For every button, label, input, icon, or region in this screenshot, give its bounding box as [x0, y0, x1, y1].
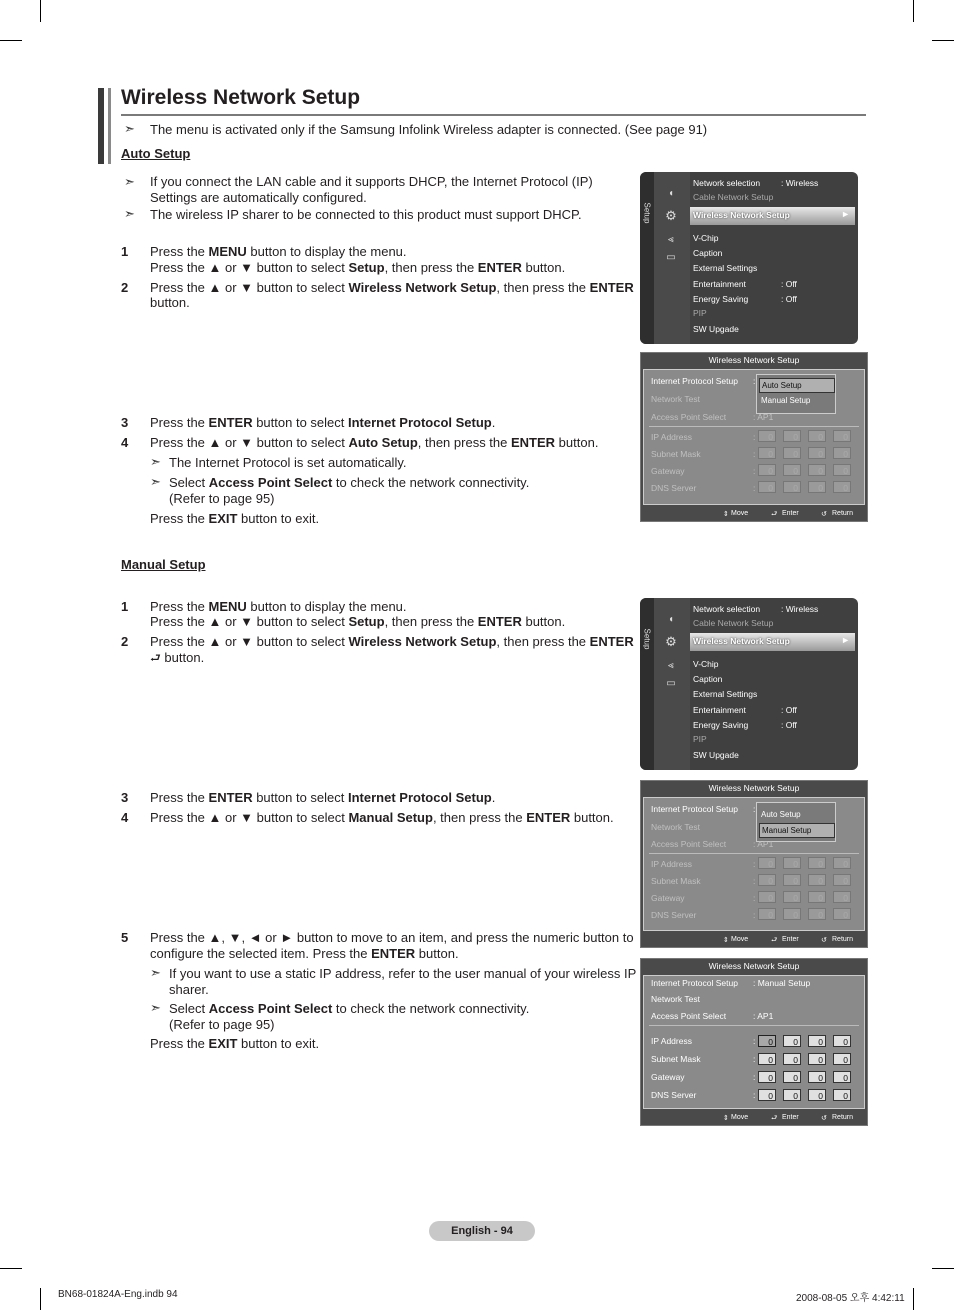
auto-note-ap-select: Select Access Point Select to check the network connectivity. [169, 475, 530, 490]
menu-item-value: : Wireless [781, 178, 819, 188]
manual-exit: Press the EXIT button to exit. [150, 1036, 320, 1051]
ip-octet: 0 [783, 891, 801, 903]
input-icon: ⪡ [668, 234, 674, 245]
panel-item: Subnet Mask [651, 876, 701, 886]
arrowhead-icon: ➣ [124, 174, 135, 189]
page-number-pill: English - 94 [429, 1221, 535, 1241]
auto-note-ref: (Refer to page 95) [169, 491, 275, 506]
ip-octet: 0 [833, 874, 851, 886]
crop-mark [40, 0, 41, 22]
step-number: 2 [121, 634, 129, 649]
menu-item-highlighted[interactable]: Wireless Network Setup ► [690, 207, 855, 225]
panel-item-value: : Manual Setup [753, 978, 811, 988]
menu-item-value: : Off [781, 294, 797, 304]
arrowhead-icon: ➣ [150, 965, 161, 980]
step-number: 5 [121, 930, 129, 945]
menu-item[interactable]: Caption [693, 674, 723, 684]
panel-footer: ⇕ Move ⮐ Enter ↺ Return [641, 507, 867, 521]
manual-step4: Press the ▲ or ▼ button to select Manual Setup, then press the ENTER button. [150, 810, 614, 825]
option-auto-setup[interactable]: Auto Setup [761, 810, 801, 819]
ip-octet: 0 [833, 464, 851, 476]
panel-footer: ⇕ Move ⮐ Enter ↺ Return [641, 933, 867, 947]
crop-mark [913, 1288, 914, 1310]
title-accent-bar [98, 88, 104, 164]
ip-octet: 0 [833, 447, 851, 459]
wireless-panel-auto-popup: Wireless Network Setup Internet Protocol Setup : Auto Setup Manual Setup Network Test Access Point Select : AP1 IP Address : 0 0 0 0 Subnet Mask : 0 0 0 0 Gateway : 0 0 0 0 DNS Server : 0 0 0 0 ⇕ Move ⮐ Enter ↺ Return [640, 352, 868, 522]
footer-file-info: BN68-01824A-Eng.indb 94 [58, 1289, 178, 1300]
menu-item[interactable]: SW Upgade [693, 750, 739, 760]
menu-item[interactable]: Caption [693, 248, 723, 258]
step-number: 4 [121, 810, 129, 825]
panel-item: Gateway [651, 466, 685, 476]
return-icon: ↺ [821, 511, 827, 518]
enter-icon: ⮐ [771, 937, 778, 944]
picture-icon: ◖ [667, 188, 675, 199]
ip-octet: 0 [758, 464, 776, 476]
menu-item[interactable]: V-Chip [693, 659, 719, 669]
ip-octet: 0 [758, 908, 776, 920]
step-number: 4 [121, 435, 129, 450]
ip-octet-input[interactable]: 0 [833, 1035, 851, 1047]
ip-octet: 0 [758, 447, 776, 459]
ip-octet-input[interactable]: 0 [758, 1089, 776, 1101]
setup-menu-screenshot [640, 172, 858, 344]
setup-side-label: Setup [642, 628, 652, 650]
menu-item[interactable]: PIP [693, 734, 707, 744]
arrowhead-icon: ➣ [150, 474, 161, 489]
wireless-panel-manual-popup: Wireless Network Setup Internet Protocol Setup : Auto Setup Manual Setup Network Test Access Point Select : AP1 IP Address : 0 0 0 0 Subnet Mask : 0 0 0 0 Gateway : 0 0 0 0 DNS Server : 0 0 0 0 ⇕ Move ⮐ Enter ↺ Return [640, 780, 868, 948]
ip-octet: 0 [808, 481, 826, 493]
ip-octet: 0 [833, 857, 851, 869]
panel-item[interactable]: Network Test [651, 394, 700, 404]
menu-item[interactable]: External Settings [693, 263, 758, 273]
menu-item-value: : Wireless [781, 604, 819, 614]
gear-icon: ⚙ [665, 208, 677, 223]
panel-item[interactable]: Internet Protocol Setup [651, 376, 738, 386]
ip-setup-popup [756, 802, 836, 842]
manual-step1-line2: Press the ▲ or ▼ button to select Setup, then press the ENTER button. [150, 614, 566, 629]
arrow-right-icon: ► [841, 635, 850, 645]
panel-item[interactable]: Network Test [651, 994, 700, 1004]
picture-icon: ◖ [667, 614, 675, 625]
ip-octet: 0 [833, 430, 851, 442]
menu-item-value: : Off [781, 705, 797, 715]
ip-octet-input[interactable]: 0 [808, 1089, 826, 1101]
step-number: 1 [121, 599, 129, 614]
ip-octet: 0 [808, 908, 826, 920]
title-accent-bar [108, 88, 111, 164]
menu-item[interactable]: Network selection [693, 178, 761, 188]
manual-step2-line2: ⮐ button. [150, 650, 205, 665]
step-number: 2 [121, 280, 129, 295]
move-icon: ⇕ [723, 937, 729, 944]
ip-octet: 0 [783, 908, 801, 920]
ip-octet: 0 [808, 447, 826, 459]
manual-note-ap-select: Select Access Point Select to check the network connectivity. [169, 1001, 530, 1016]
ip-octet: 0 [758, 891, 776, 903]
ip-octet: 0 [808, 857, 826, 869]
menu-item[interactable]: External Settings [693, 689, 758, 699]
manual-step2-line1: Press the ▲ or ▼ button to select Wireless Network Setup, then press the ENTER [150, 634, 634, 649]
setup-menu-screenshot [640, 598, 858, 770]
ip-octet: 0 [758, 430, 776, 442]
wireless-panel-manual-entry: Wireless Network Setup Internet Protocol Setup : Manual Setup Network Test Access Point Select : AP1 IP Address : 0 0 0 0 Subnet Mask : 0 0 0 0 Gateway : 0 0 0 0 DNS Server : 0 0 0 0 ⇕ Move ⮐ Enter ↺ Return [640, 958, 868, 1126]
intro-note: The menu is activated only if the Samsung Infolink Wireless adapter is connected. (See page 91) [150, 122, 708, 137]
title-rule [121, 114, 866, 116]
manual-note-static-ip: If you want to use a static IP address, refer to the user manual of your wireless IP sharer. [169, 966, 637, 997]
ip-octet-input[interactable]: 0 [783, 1035, 801, 1047]
ip-octet: 0 [833, 908, 851, 920]
panel-title: Wireless Network Setup [708, 783, 800, 793]
ip-octet: 0 [808, 891, 826, 903]
manual-step5-line2: configure the selected item. Press the ENTER button. [150, 946, 459, 961]
panel-item: Subnet Mask [651, 1054, 701, 1064]
ip-octet-input[interactable]: 0 [833, 1053, 851, 1065]
crop-mark [932, 1268, 954, 1269]
arrowhead-icon: ➣ [124, 206, 135, 221]
ip-octet-input[interactable]: 0 [783, 1071, 801, 1083]
auto-setup-heading: Auto Setup [121, 146, 191, 161]
page-title: Wireless Network Setup [121, 86, 361, 109]
ip-setup-popup [756, 374, 836, 414]
arrowhead-icon: ➣ [150, 1000, 161, 1015]
auto-note-dhcp: If you connect the LAN cable and it supports DHCP, the Internet Protocol (IP) Settings are automatically configured. [150, 174, 593, 205]
panel-item[interactable]: Network Test [651, 822, 700, 832]
auto-step1-line1: Press the MENU button to display the menu. [150, 244, 407, 259]
panel-item[interactable]: Internet Protocol Setup [651, 804, 738, 814]
panel-item: DNS Server [651, 910, 697, 920]
auto-exit: Press the EXIT button to exit. [150, 511, 320, 526]
ip-octet: 0 [783, 430, 801, 442]
input-icon: ⪡ [668, 660, 674, 671]
panel-footer: ⇕ Move ⮐ Enter ↺ Return [641, 1111, 867, 1125]
auto-note-sharer: The wireless IP sharer to be connected to this product must support DHCP. [150, 207, 582, 222]
menu-item[interactable]: SW Upgade [693, 324, 739, 334]
option-auto-setup[interactable]: Auto Setup [759, 378, 835, 393]
enter-icon: ⮐ [150, 651, 161, 665]
panel-item: IP Address [651, 1036, 692, 1046]
ip-octet-input[interactable]: 0 [808, 1071, 826, 1083]
manual-step3: Press the ENTER button to select Internet Protocol Setup. [150, 790, 496, 805]
auto-step4: Press the ▲ or ▼ button to select Auto Setup, then press the ENTER button. [150, 435, 599, 450]
menu-item[interactable]: Entertainment [693, 705, 746, 715]
menu-item[interactable]: Energy Saving [693, 720, 749, 730]
auto-step1-line2: Press the ▲ or ▼ button to select Setup, then press the ENTER button. [150, 260, 566, 275]
return-icon: ↺ [821, 1115, 827, 1122]
panel-title: Wireless Network Setup [708, 961, 800, 971]
ip-octet-input[interactable]: 0 [833, 1089, 851, 1101]
panel-item[interactable]: Internet Protocol Setup [651, 978, 738, 988]
ip-octet: 0 [783, 481, 801, 493]
panel-title: Wireless Network Setup [708, 355, 800, 365]
ip-octet: 0 [808, 430, 826, 442]
ip-octet: 0 [808, 874, 826, 886]
move-icon: ⇕ [723, 511, 729, 518]
ip-octet: 0 [783, 447, 801, 459]
panel-item: IP Address [651, 859, 692, 869]
ip-octet: 0 [783, 874, 801, 886]
ip-octet: 0 [783, 857, 801, 869]
option-manual-setup[interactable]: Manual Setup [761, 396, 811, 405]
panel-item: DNS Server [651, 1090, 697, 1100]
menu-item[interactable]: Network selection [693, 604, 761, 614]
application-icon: ▭ [666, 252, 676, 263]
crop-mark [0, 40, 22, 41]
auto-step2-line1: Press the ▲ or ▼ button to select Wireless Network Setup, then press the ENTER [150, 280, 634, 295]
move-icon: ⇕ [723, 1115, 729, 1122]
menu-item-value: : Off [781, 279, 797, 289]
arrowhead-icon: ➣ [150, 454, 161, 469]
application-icon: ▭ [666, 678, 676, 689]
ip-octet-input[interactable]: 0 [758, 1035, 776, 1047]
manual-note-ref: (Refer to page 95) [169, 1017, 275, 1032]
panel-item: Gateway [651, 1072, 685, 1082]
auto-step2-line2: button. [150, 295, 190, 310]
panel-item: Gateway [651, 893, 685, 903]
crop-mark [40, 1288, 41, 1310]
ip-octet-input[interactable]: 0 [783, 1053, 801, 1065]
option-manual-setup[interactable]: Manual Setup [759, 823, 835, 838]
ip-octet-input[interactable]: 0 [758, 1071, 776, 1083]
manual-step1-line1: Press the MENU button to display the menu. [150, 599, 407, 614]
ip-octet-input[interactable]: 0 [833, 1071, 851, 1083]
ip-octet-input[interactable]: 0 [808, 1035, 826, 1047]
ip-octet: 0 [758, 857, 776, 869]
ip-octet: 0 [833, 481, 851, 493]
footer-timestamp: 2008-08-05 오후 4:42:11 [796, 1293, 905, 1304]
ip-octet-input[interactable]: 0 [783, 1089, 801, 1101]
step-number: 3 [121, 790, 129, 805]
ip-octet-input[interactable]: 0 [808, 1053, 826, 1065]
panel-item[interactable]: Access Point Select [651, 1011, 727, 1021]
auto-note-ip-auto: The Internet Protocol is set automatically. [169, 455, 407, 470]
crop-mark [0, 1268, 22, 1269]
ip-octet: 0 [833, 891, 851, 903]
menu-item-value: : Off [781, 720, 797, 730]
crop-mark [932, 40, 954, 41]
enter-icon: ⮐ [771, 1115, 778, 1122]
menu-item[interactable]: Entertainment [693, 279, 746, 289]
setup-side-label: Setup [642, 202, 652, 224]
menu-item[interactable]: Cable Network Setup [693, 618, 774, 628]
menu-item[interactable]: V-Chip [693, 233, 719, 243]
gear-icon: ⚙ [665, 634, 677, 649]
menu-item[interactable]: Energy Saving [693, 294, 749, 304]
enter-icon: ⮐ [771, 511, 778, 518]
panel-item[interactable]: Access Point Select [651, 412, 727, 422]
panel-item: DNS Server [651, 483, 697, 493]
step-number: 3 [121, 415, 129, 430]
menu-item[interactable]: PIP [693, 308, 707, 318]
menu-item[interactable]: Cable Network Setup [693, 192, 774, 202]
panel-item-value: : AP1 [753, 1011, 774, 1021]
return-icon: ↺ [821, 937, 827, 944]
panel-item: IP Address [651, 432, 692, 442]
auto-step3: Press the ENTER button to select Internet Protocol Setup. [150, 415, 496, 430]
crop-mark [913, 0, 914, 22]
step-number: 1 [121, 244, 129, 259]
ip-octet-input[interactable]: 0 [758, 1053, 776, 1065]
ip-octet: 0 [758, 874, 776, 886]
manual-setup-heading: Manual Setup [121, 557, 206, 572]
arrowhead-icon: ➣ [124, 121, 135, 136]
ip-octet: 0 [758, 481, 776, 493]
arrow-right-icon: ► [841, 209, 850, 219]
manual-step5-line1: Press the ▲, ▼, ◄ or ► button to move to an item, and press the numeric button to [150, 930, 634, 945]
menu-item-highlighted[interactable]: Wireless Network Setup ► [690, 633, 855, 651]
ip-octet: 0 [783, 464, 801, 476]
ip-octet: 0 [808, 464, 826, 476]
panel-item: Subnet Mask [651, 449, 701, 459]
panel-item[interactable]: Access Point Select [651, 839, 727, 849]
